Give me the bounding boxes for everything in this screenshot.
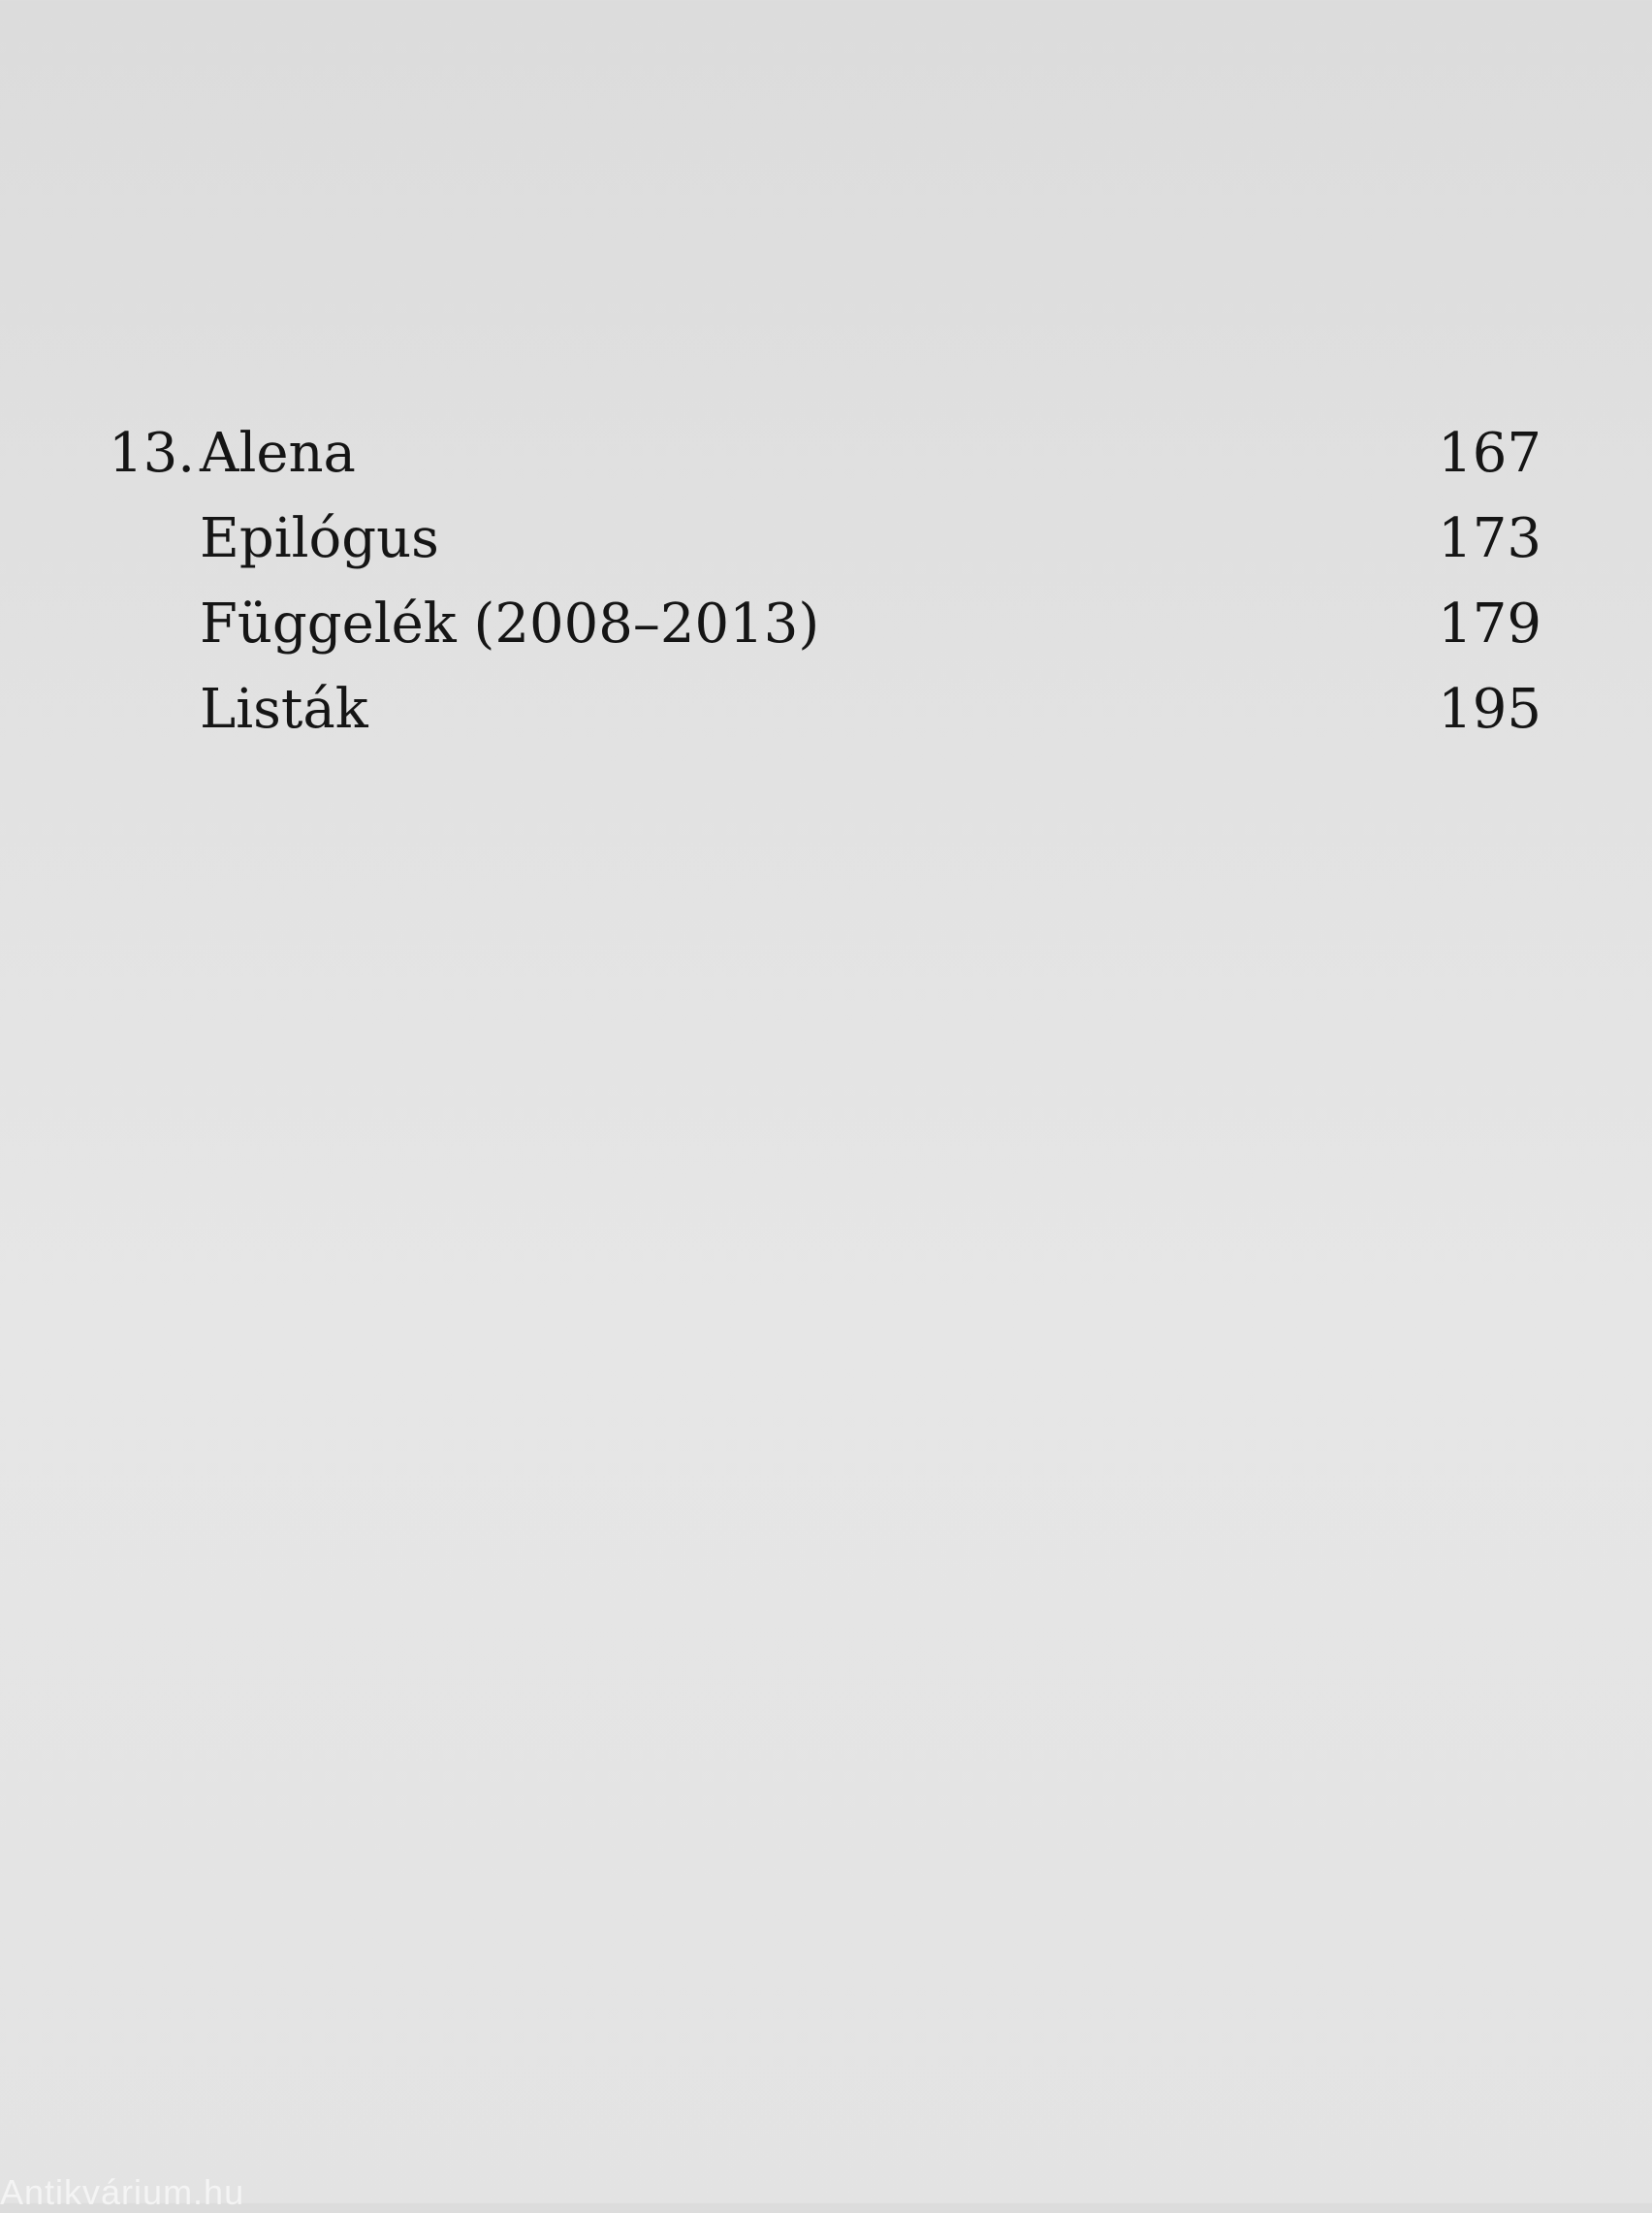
toc-entry	[109, 671, 1541, 756]
toc-entry-page: 167	[1438, 422, 1541, 485]
toc-entry-page: 173	[1438, 507, 1541, 570]
toc-entry-page: 195	[1438, 678, 1541, 741]
toc-entry-page: 179	[1438, 593, 1541, 656]
toc-entry-title: Alena	[200, 422, 356, 485]
watermark: Antikvárium.hu	[0, 2172, 245, 2212]
toc-entry-title: Függelék (2008–2013)	[200, 593, 820, 656]
table-of-contents	[109, 415, 1541, 756]
toc-entry	[109, 415, 1541, 500]
toc-entry	[109, 500, 1541, 586]
toc-entry	[109, 586, 1541, 671]
toc-entry-title: Listák	[200, 678, 368, 741]
toc-entry-title: Epilógus	[200, 507, 439, 570]
toc-entry-number: 13.	[109, 422, 196, 485]
